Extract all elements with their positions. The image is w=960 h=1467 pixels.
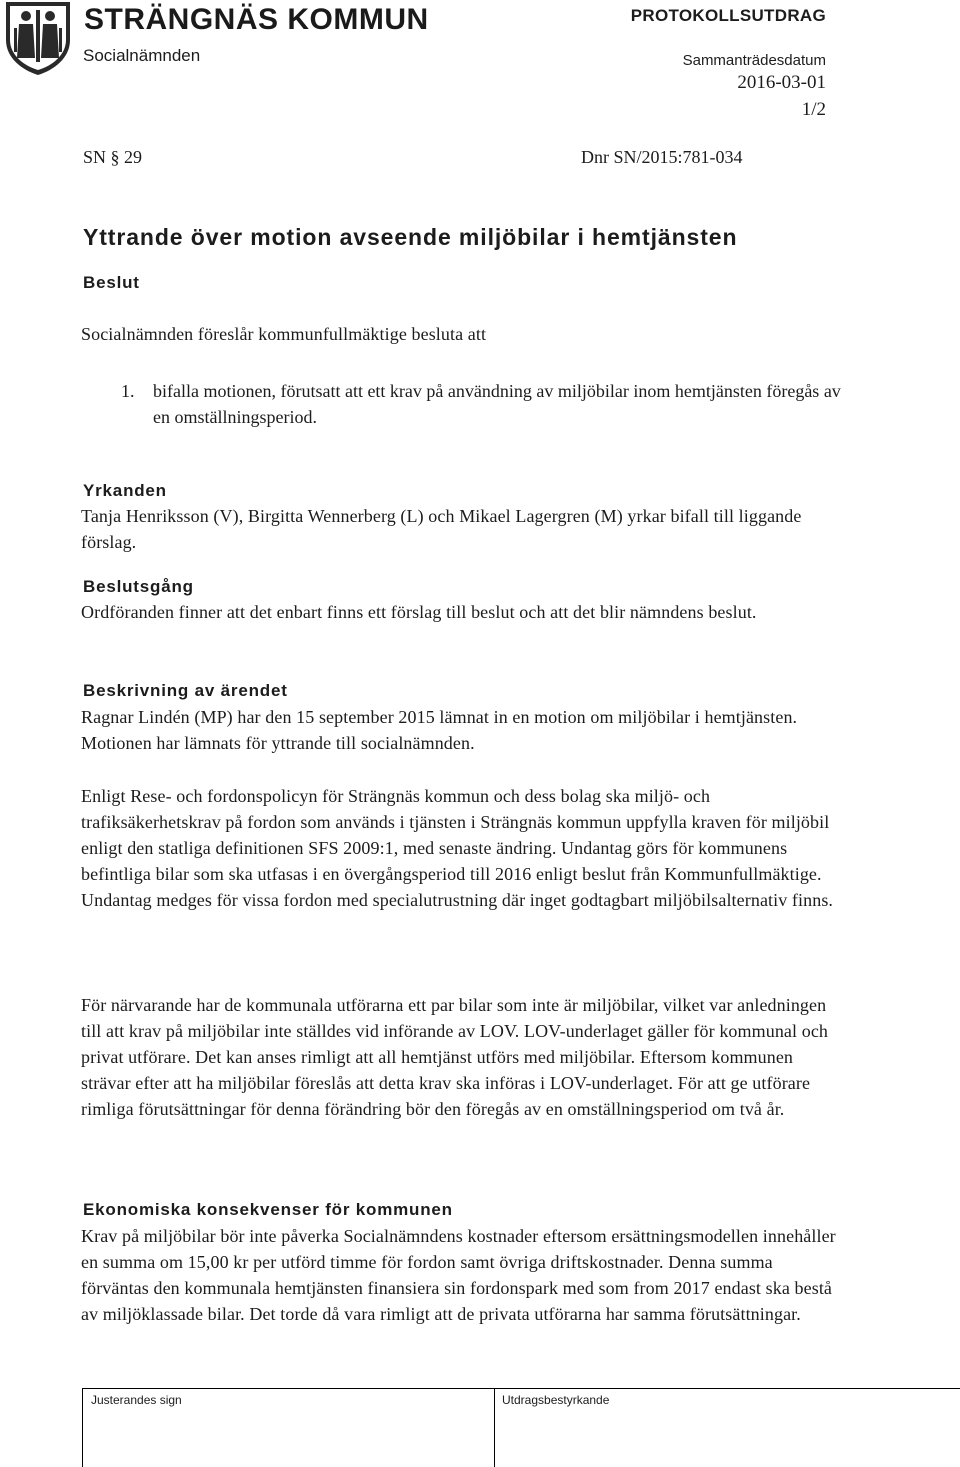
list-item-number: 1. xyxy=(121,381,135,401)
section-reference: SN § 29 xyxy=(83,147,143,167)
ekonomi-text: Krav på miljöbilar bör inte påverka Socialnämndens kostnader eftersom ersättningsmodellen innehåller en summa om 15,00 kr per utförd timme för fordon samt övriga driftskostnader. Denna summa förväntas den kommunala hemtjänsten finansiera sin fordonspark med som from 2017 endast ska bestå av miljöklassade bilar. Det torde då vara rimligt att de privata utförarna har samma förutsättningar. xyxy=(81,1226,836,1324)
page-number: 1/2 xyxy=(801,99,826,120)
beslut-intro: Socialnämnden föreslår kommunfullmäktige besluta att xyxy=(81,324,487,344)
beskrivning-paragraph-3: För närvarande har de kommunala utförarna ett par bilar som inte är miljöbilar, vilket var anledningen till att krav på miljöbilar inte ställdes vid införande av LOV. LOV-underlaget gäller för kommunal och privat utförare. Det kan anses rimligt att all hemtjänst utförs med miljöbilar. Eftersom kommunen strävar efter att ha miljöbilar föreslås att detta krav ska införas i LOV-underlaget. För att ge utförare rimliga förutsättningar för denna förändring bör den föregås av en omställningsperiod om två år. xyxy=(81,995,829,1119)
meeting-date: 2016-03-01 xyxy=(737,72,826,93)
beslutsgang-text: Ordföranden finner att det enbart finns ett förslag till beslut och att det blir nämndens beslut. xyxy=(81,602,757,622)
document-title: Yttrande över motion avseende miljöbilar i hemtjänsten xyxy=(83,224,738,250)
heading-beskrivning: Beskrivning av ärendet xyxy=(83,681,288,700)
beskrivning-paragraph-2: Enligt Rese- och fordonspolicyn för Strängnäs kommun och dess bolag ska miljö- och trafiksäkerhetskrav på fordon som används i tjänsten i Strängnäs kommun uppfylla kraven för miljöbil enligt den statliga definitionen SFS 2009:1, med senaste ändring. Undantag görs för kommunens befintliga bilar som ska utfasas i en övergångsperiod till 2016 enligt beslut från Kommunfullmäktige. Undantag medges för vissa fordon med specialutrustning där inget godtagbart miljöbilsalternativ finns. xyxy=(81,786,834,910)
certification-field-label: Utdragsbestyrkande xyxy=(502,1393,610,1407)
municipality-crest-logo xyxy=(2,0,74,76)
committee-name: Socialnämnden xyxy=(83,46,201,65)
footer-column-divider xyxy=(494,1388,495,1467)
footer-divider xyxy=(82,1388,960,1389)
heading-beslutsgang: Beslutsgång xyxy=(83,577,194,596)
signature-field-label: Justerandes sign xyxy=(91,1393,182,1407)
organization-name: STRÄNGNÄS KOMMUN xyxy=(84,3,429,36)
beskrivning-paragraph-1: Ragnar Lindén (MP) har den 15 september 2015 lämnat in en motion om miljöbilar i hemtjänsten. Motionen har lämnats för yttrande till socialnämnden. xyxy=(81,707,798,753)
meeting-date-label: Sammanträdesdatum xyxy=(682,52,826,69)
heading-yrkanden: Yrkanden xyxy=(83,481,167,500)
footer-column-divider xyxy=(82,1388,83,1467)
list-item-text: bifalla motionen, förutsatt att ett krav på användning av miljöbilar inom hemtjänsten föregås av en omställningsperiod. xyxy=(153,381,841,427)
document-type: PROTOKOLLSUTDRAG xyxy=(630,6,826,25)
heading-beslut: Beslut xyxy=(83,273,140,292)
yrkanden-text: Tanja Henriksson (V), Birgitta Wennerberg (L) och Mikael Lagergren (M) yrkar bifall till liggande förslag. xyxy=(81,506,802,552)
case-number: Dnr SN/2015:781-034 xyxy=(581,147,743,167)
heading-ekonomiska-konsekvenser: Ekonomiska konsekvenser för kommunen xyxy=(83,1200,453,1219)
